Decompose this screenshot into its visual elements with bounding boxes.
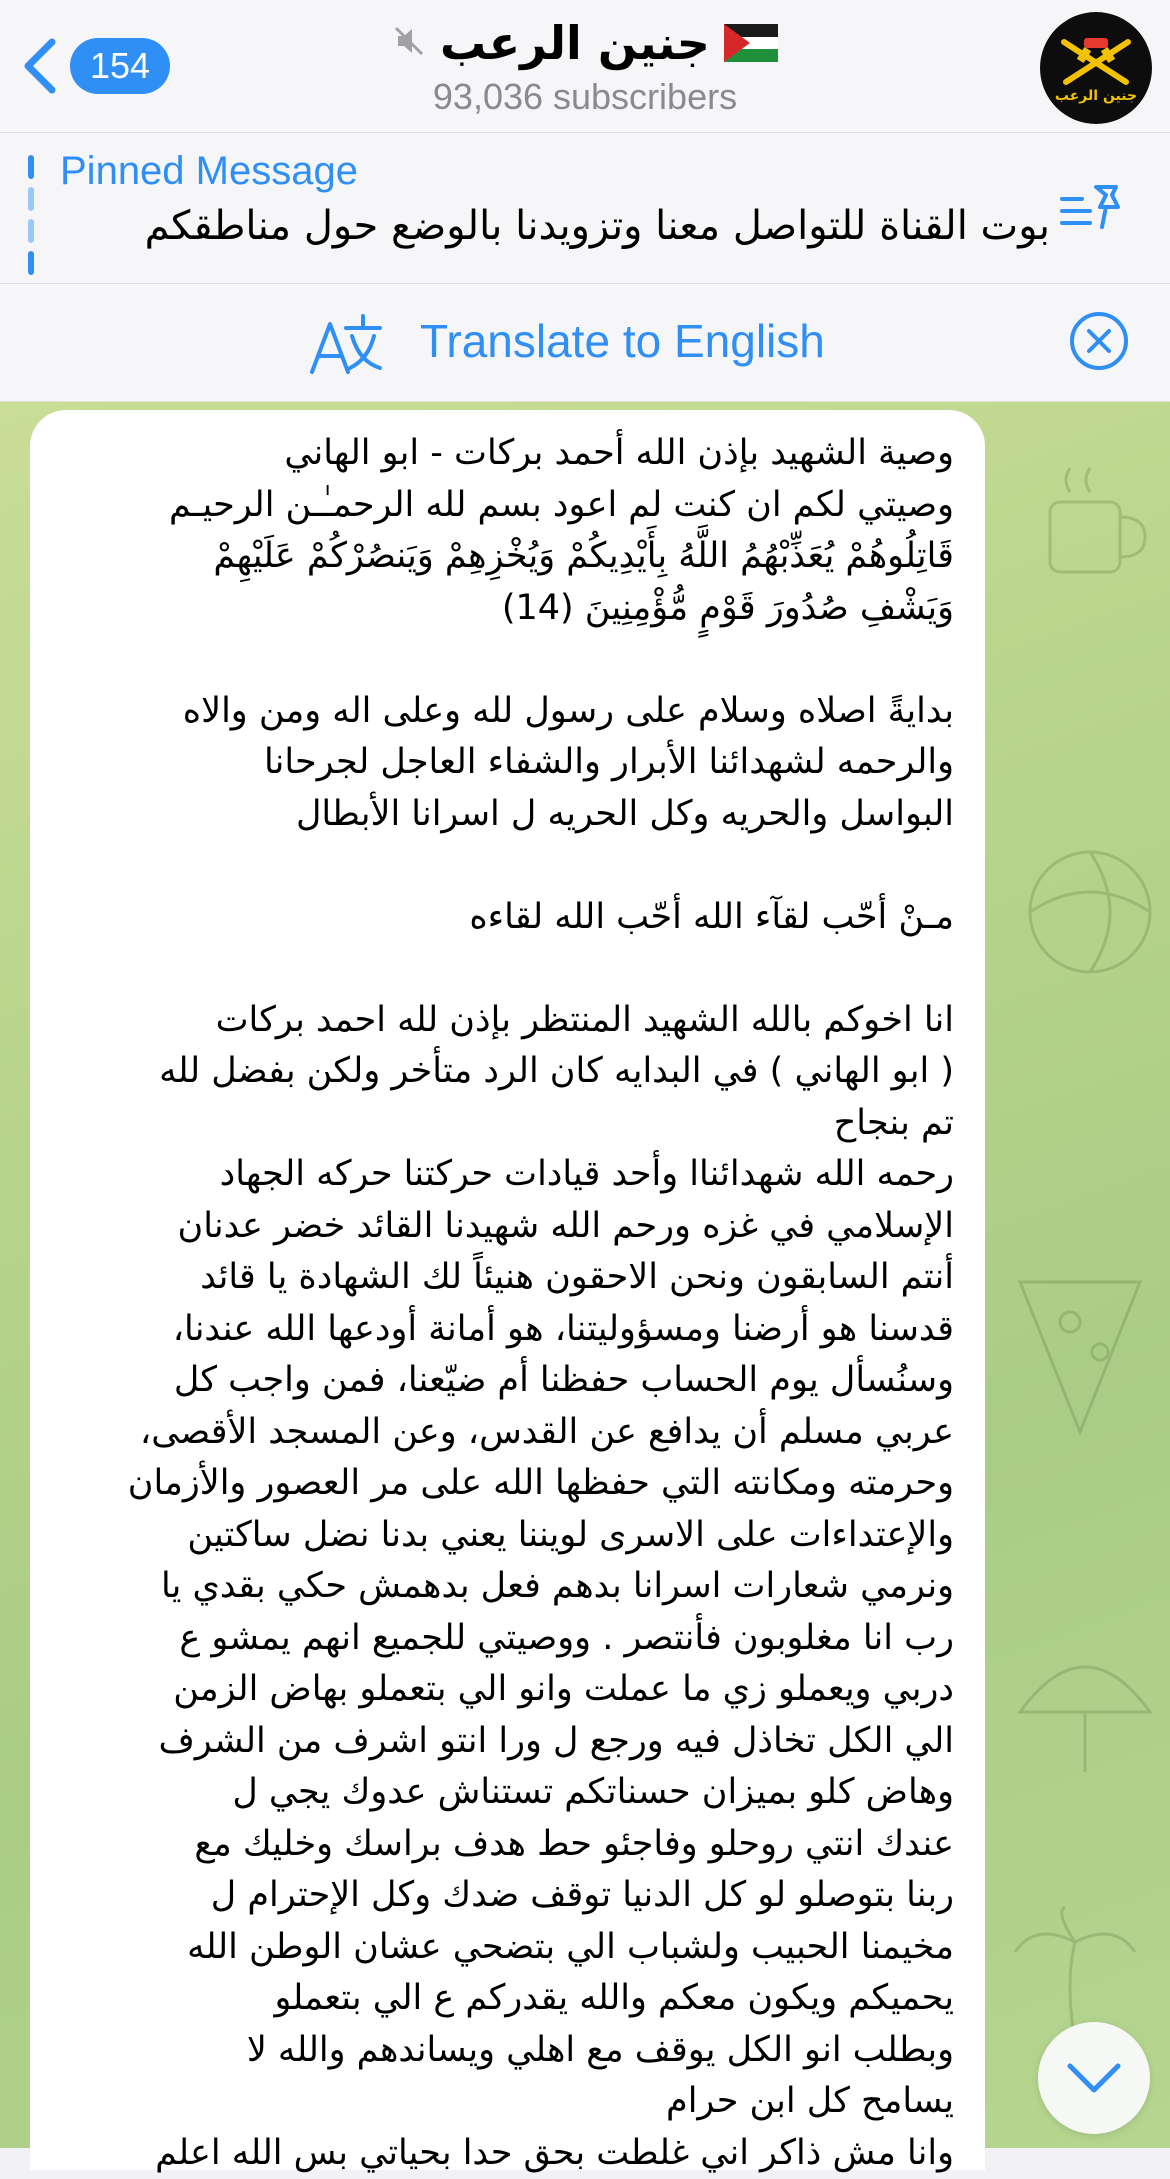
message-line: والرحمه لشهدائنا الأبرار والشفاء العاجل لجرحانا <box>54 737 954 789</box>
message-blank-line <box>54 840 954 892</box>
translate-button[interactable]: Translate to English <box>420 314 825 368</box>
subscriber-count: 93,036 subscribers <box>260 76 910 118</box>
pizza-doodle-icon <box>1000 1262 1160 1442</box>
message-line: وَيَشْفِ صُدُورَ قَوْمٍ مُّؤْمِنِينَ (14) <box>54 583 954 635</box>
back-button[interactable] <box>18 34 178 98</box>
message-line: قَاتِلُوهُمْ يُعَذِّبْهُمُ اللَّهُ بِأَيْدِيكُمْ وَيُخْزِهِمْ وَيَنصُرْكُمْ عَلَيْهِمْ <box>54 531 954 583</box>
message-line: وهاض كلو بميزان حسناتكم تستناش عدوك يجي ل <box>54 1767 954 1819</box>
channel-name: جنين الرعب <box>440 16 710 70</box>
palestine-flag-icon <box>724 24 778 62</box>
message-line: يسامح كل ابن حرام <box>54 2076 954 2128</box>
close-translate-icon[interactable] <box>1068 310 1130 372</box>
message-bubble[interactable] <box>30 410 985 2170</box>
message-line: وحرمته ومكانته التي حفظها الله على مر العصور والأزمان <box>54 1458 954 1510</box>
message-line: وانا مش ذاكر اني غلطت بحق حدا بحياتي بس الله اعلم <box>54 2128 954 2179</box>
message-line: دربي ويعملو زي ما عملت وانو الي بتعملو بهاض الزمن <box>54 1664 954 1716</box>
chat-header <box>0 0 1170 132</box>
pinned-indicator <box>28 155 34 267</box>
mug-doodle-icon <box>1030 462 1160 592</box>
pinned-message-bar[interactable] <box>0 132 1170 284</box>
message-line: الي الكل تخاذل فيه ورجع ل ورا انتو اشرف من الشرف <box>54 1716 954 1768</box>
muted-icon <box>392 24 426 62</box>
message-blank-line <box>54 943 954 995</box>
message-text <box>54 428 954 2179</box>
ball-doodle-icon <box>1010 832 1170 992</box>
message-line: وسنُسأل يوم الحساب حفظنا أم ضيّعنا، فمن واجب كل <box>54 1355 954 1407</box>
message-line: البواسل والحريه وكل الحريه ل اسرانا الأبطال <box>54 789 954 841</box>
translate-bar <box>0 284 1170 402</box>
message-line: ( ابو الهاني ) في البدايه كان الرد متأخر ولكن بفضل لله <box>54 1046 954 1098</box>
message-blank-line <box>54 634 954 686</box>
pinned-label: Pinned Message <box>60 149 358 194</box>
message-line: انا اخوكم بالله الشهيد المنتظر بإذن لله احمد بركات <box>54 995 954 1047</box>
message-line: الإسلامي في غزه ورحم الله شهيدنا القائد خضر عدنان <box>54 1201 954 1253</box>
message-line: يحميكم ويكون معكم والله يقدركم ع الي بتعملو <box>54 1973 954 2025</box>
channel-title-area[interactable] <box>260 14 910 118</box>
message-line: ونرمي شعارات اسرانا بدهم فعل بدهمش حكي بقدي يا <box>54 1561 954 1613</box>
message-line: مخيمنا الحبيب ولشباب الي بتضحي عشان الوطن الله <box>54 1922 954 1974</box>
crossed-rifles-logo-icon <box>1040 12 1152 124</box>
message-line: مـنْ أحّب لقآء الله أحّب الله لقاءه <box>54 892 954 944</box>
pin-list-icon[interactable] <box>1056 173 1130 247</box>
message-line: عربي مسلم أن يدافع عن القدس، وعن المسجد الأقصى، <box>54 1407 954 1459</box>
channel-avatar[interactable] <box>1040 12 1152 124</box>
chevron-down-icon <box>1064 2058 1124 2098</box>
translate-icon <box>308 306 384 382</box>
scroll-to-bottom-button[interactable] <box>1038 2022 1150 2134</box>
message-line: وبطلب انو الكل يوقف مع اهلي ويساندهم والله لا <box>54 2025 954 2077</box>
message-line: ربنا بتوصلو لو كل الدنيا توقف ضدك وكل الإحترام ل <box>54 1870 954 1922</box>
message-line: بدايةً اصلاه وسلام على رسول لله وعلى اله ومن والاه <box>54 686 954 738</box>
umbrella-doodle-icon <box>1010 1632 1160 1782</box>
message-line: تم بنجاح <box>54 1098 954 1150</box>
unread-count-badge: 154 <box>70 38 170 94</box>
message-line: والإعتداءات على الاسرى لويننا يعني بدنا نضل ساكتين <box>54 1510 954 1562</box>
avatar-logo-text: جنين الرعب <box>1040 88 1152 104</box>
message-line: قدسنا هو أرضنا ومسؤوليتنا، هو أمانة أودعها الله عندنا، <box>54 1304 954 1356</box>
chevron-left-icon <box>18 34 64 98</box>
message-line: أنتم السابقون ونحن الاحقون هنيئاً لك الشهادة يا قائد <box>54 1252 954 1304</box>
message-line: رحمه الله شهدائناا وأحد قيادات حركتنا حركه الجهاد <box>54 1149 954 1201</box>
message-line: وصيتي لكم ان كنت لم اعود بسم لله الرحمـٰـن الرحيـم <box>54 480 954 532</box>
pinned-text: بوت القناة للتواصل معنا وتزويدنا بالوضع حول مناطقكم <box>60 203 1050 249</box>
message-line: رب انا مغلوبون فأنتصر . ووصيتي للجميع انهم يمشو ع <box>54 1613 954 1665</box>
message-line: وصية الشهيد بإذن الله أحمد بركات - ابو الهاني <box>54 428 954 480</box>
message-line: عندك انتي روحلو وفاجئو حط هدف براسك وخليك مع <box>54 1819 954 1871</box>
